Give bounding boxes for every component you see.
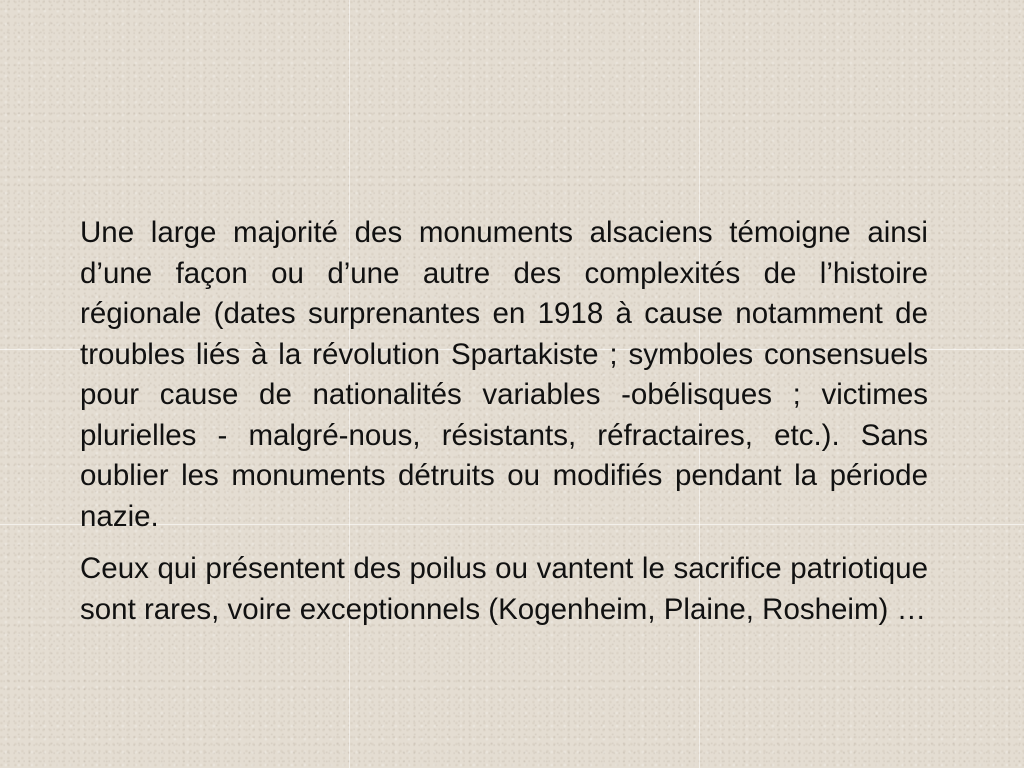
paragraph-2: Ceux qui présentent des poilus ou vantent le sacrifice patriotique sont rares, voire exceptionnels (Kogenheim, Plaine, Rosheim) …: [80, 552, 928, 626]
slide-body-text: [80, 213, 928, 630]
paragraph-1: Une large majorité des monuments alsaciens témoigne ainsi d’une façon ou d’une autre des complexités de l’histoire régionale (dates surprenantes en 1918 à cause notamment de troubles liés à la révolution Spartakiste ; symboles consensuels pour cause de nationalités variables -obélisques ; victimes plurielles - malgré-nous, résistants, réfractaires, etc.). Sans oublier les monuments détruits ou modifiés pendant la période nazie.: [80, 216, 928, 533]
